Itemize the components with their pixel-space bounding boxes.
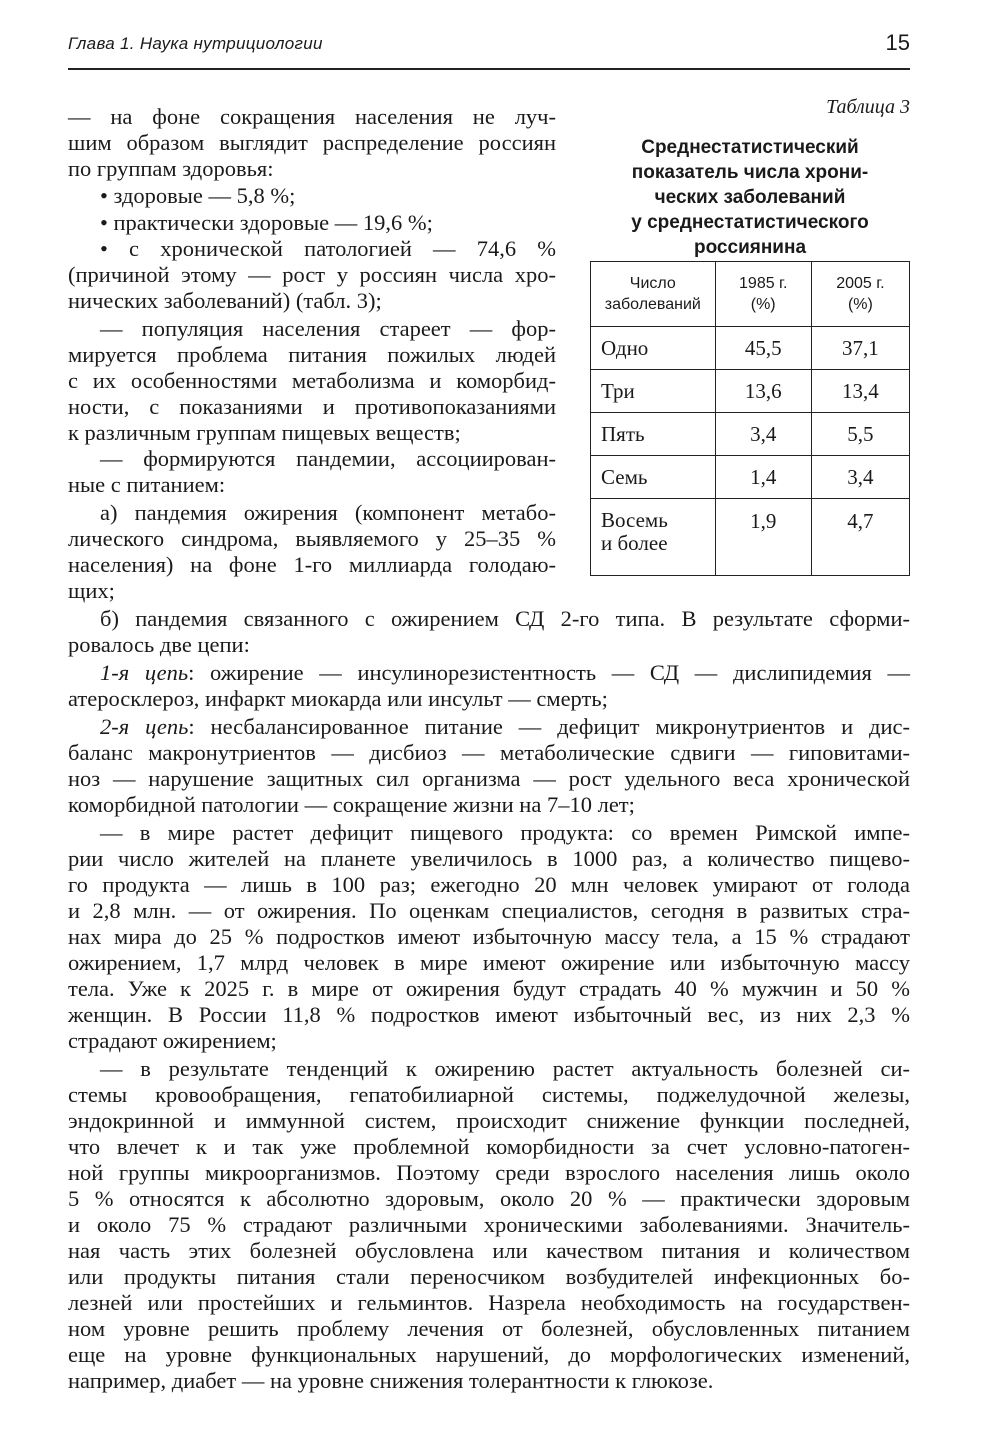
value-2005: 13,4 — [811, 370, 909, 413]
text-line: шим образом выглядит распределение россиян — [68, 130, 556, 155]
value-1985: 1,9 — [715, 499, 811, 576]
text-line — [100, 714, 910, 740]
text-line: по группам здоровья: — [68, 156, 274, 181]
text-line: — в результате тенденций к ожирению растет актуальность болезней си- — [100, 1056, 910, 1081]
header-text: 1985 г. — [739, 275, 788, 292]
text-line: к различным группам пищевых веществ; — [68, 420, 461, 445]
value-1985: 45,5 — [715, 327, 811, 370]
table-caption: Таблица 3 — [826, 96, 910, 118]
table-title-line: ческих заболеваний — [654, 187, 846, 208]
text-line: — в мире растет дефицит пищевого продукта: со времен Римской импе- — [100, 820, 910, 845]
text-line: тела. Уже к 2025 г. в мире от ожирения будут страдать 40 % мужчин и 50 % — [68, 976, 910, 1001]
text-line — [100, 660, 910, 686]
text-line: например, диабет — на уровне снижения толерантности к глюкозе. — [68, 1368, 714, 1393]
header-text: (%) — [847, 296, 873, 313]
table-row — [591, 413, 910, 456]
text-line: ности, с показаниями и противопоказаниями — [68, 394, 556, 419]
table-title-line: Среднестатистический — [641, 137, 859, 158]
table-row — [591, 370, 910, 413]
text-line: — на фоне сокращения населения не луч- — [68, 104, 556, 129]
text-line: • с хронической патологией — 74,6 % — [100, 236, 556, 261]
row-label: Одно — [591, 327, 716, 370]
text-line: 5 % относятся к абсолютно здоровым, около 20 % — практически здоровым — [68, 1186, 910, 1211]
disease-count-table — [590, 261, 910, 576]
text-line: ожирением, 1,7 млрд человек в мире имеют ожирение или избыточную массу — [68, 950, 910, 975]
text-line: и 2,8 млн. — от ожирения. По оценкам специалистов, сегодня в развитых стра- — [68, 898, 910, 923]
table-row — [591, 327, 910, 370]
text-line: что влечет к и так уже проблемной коморбидности за счет условно-патоген- — [68, 1134, 910, 1159]
row-label-line: Восемь — [601, 508, 668, 532]
text-line: нических заболеваний) (табл. 3); — [68, 288, 382, 313]
row-label: Пять — [591, 413, 716, 456]
chain-label: 1-я цепь — [100, 660, 189, 685]
text-line: лического синдрома, выявляемого у 25–35 % — [68, 526, 556, 551]
text-line: лезней или простейших и гельминтов. Назрела необходимость на государствен- — [68, 1290, 910, 1315]
text-line: ные с питанием: — [68, 472, 226, 497]
row-label: Три — [591, 370, 716, 413]
text-line: мируется проблема питания пожилых людей — [68, 342, 556, 367]
text-line: а) пандемия ожирения (компонент метабо- — [100, 500, 556, 525]
text-line: ном уровне решить проблему лечения от болезней, обусловленных питанием — [68, 1316, 910, 1341]
text-line: женщин. В России 11,8 % подростков имеют избыточный вес, из них 2,3 % — [68, 1002, 910, 1027]
chain-label: 2-я цепь — [100, 714, 189, 739]
text-line: еще на уровне функциональных нарушений, до морфологических изменений, — [68, 1342, 910, 1367]
row-label-line: и более — [601, 531, 668, 555]
text-line: • здоровые — 5,8 %; — [100, 183, 296, 208]
text-line: • практически здоровые — 19,6 %; — [100, 210, 433, 235]
text-line: эндокринной и иммунной систем, происходит снижение функции последней, — [68, 1108, 910, 1133]
value-1985: 13,6 — [715, 370, 811, 413]
header-text: 2005 г. — [836, 275, 885, 292]
chain-text: : несбалансированное питание — дефицит микронутриентов и дис- — [188, 714, 910, 739]
table-title-line: показатель числа хрони- — [631, 162, 869, 183]
value-2005: 4,7 — [811, 499, 909, 576]
text-line: ная часть этих болезней обусловлена или качеством питания и количеством — [68, 1238, 910, 1263]
text-line: б) пандемия связанного с ожирением СД 2-го типа. В результате сформи- — [100, 606, 910, 631]
chain-text: : ожирение — инсулинорезистентность — СД — дислипидемия — — [188, 660, 910, 685]
text-line: ной группы микроорганизмов. Поэтому среди взрослого населения лишь около — [68, 1160, 910, 1185]
table-title-line: россиянина — [693, 237, 807, 258]
column-header-2005 — [811, 262, 909, 327]
running-header — [68, 28, 910, 70]
text-line: ровалось две цепи: — [68, 632, 250, 657]
table-row — [591, 456, 910, 499]
page-number: 15 — [885, 30, 910, 55]
text-line: щих; — [68, 578, 115, 603]
text-line: рии число жителей на планете увеличилось в 1000 раз, а количество пищево- — [68, 846, 910, 871]
table-header-row — [591, 262, 910, 327]
text-line: коморбидной патологии — сокращение жизни на 7–10 лет; — [68, 792, 635, 817]
column-header-1985 — [715, 262, 811, 327]
table-title-line: у среднестатистического — [631, 212, 869, 233]
value-2005: 3,4 — [811, 456, 909, 499]
text-line: и около 75 % страдают различными хроническими заболеваниями. Значитель- — [68, 1212, 910, 1237]
text-line: ноз — нарушение защитных сил организма — рост удельного веса хронической — [68, 766, 910, 791]
text-line: — формируются пандемии, ассоциирован- — [100, 446, 556, 471]
text-line: населения) на фоне 1-го миллиарда голодаю- — [68, 552, 556, 577]
text-line: с их особенностями метаболизма и коморбид- — [68, 368, 556, 393]
header-text: (%) — [750, 296, 776, 313]
row-label — [591, 499, 716, 576]
text-line: го продукта — лишь в 100 раз; ежегодно 20 млн человек умирают от голода — [68, 872, 910, 897]
header-text: заболеваний — [604, 296, 701, 313]
value-1985: 1,4 — [715, 456, 811, 499]
running-title: Глава 1. Наука нутрициологии — [68, 34, 323, 53]
text-line: (причиной этому — рост у россиян числа хро- — [68, 262, 556, 287]
table-row — [591, 499, 910, 576]
text-line: или продукты питания стали переносчиком возбудителей инфекционных бо- — [68, 1264, 910, 1289]
text-line: — популяция населения стареет — фор- — [100, 316, 556, 341]
table-title — [590, 135, 910, 260]
value-2005: 37,1 — [811, 327, 909, 370]
header-text: Число — [629, 275, 676, 292]
value-1985: 3,4 — [715, 413, 811, 456]
value-2005: 5,5 — [811, 413, 909, 456]
text-line: стемы кровообращения, гепатобилиарной системы, поджелудочной железы, — [68, 1082, 910, 1107]
text-line: нах мира до 25 % подростков имеют избыточную массу тела, а 15 % страдают — [68, 924, 910, 949]
row-label: Семь — [591, 456, 716, 499]
text-line: атеросклероз, инфаркт миокарда или инсульт — смерть; — [68, 686, 608, 711]
text-line: баланс макронутриентов — дисбиоз — метаболические сдвиги — гиповитами- — [68, 740, 910, 765]
text-line: страдают ожирением; — [68, 1028, 277, 1053]
column-header-count — [591, 262, 716, 327]
